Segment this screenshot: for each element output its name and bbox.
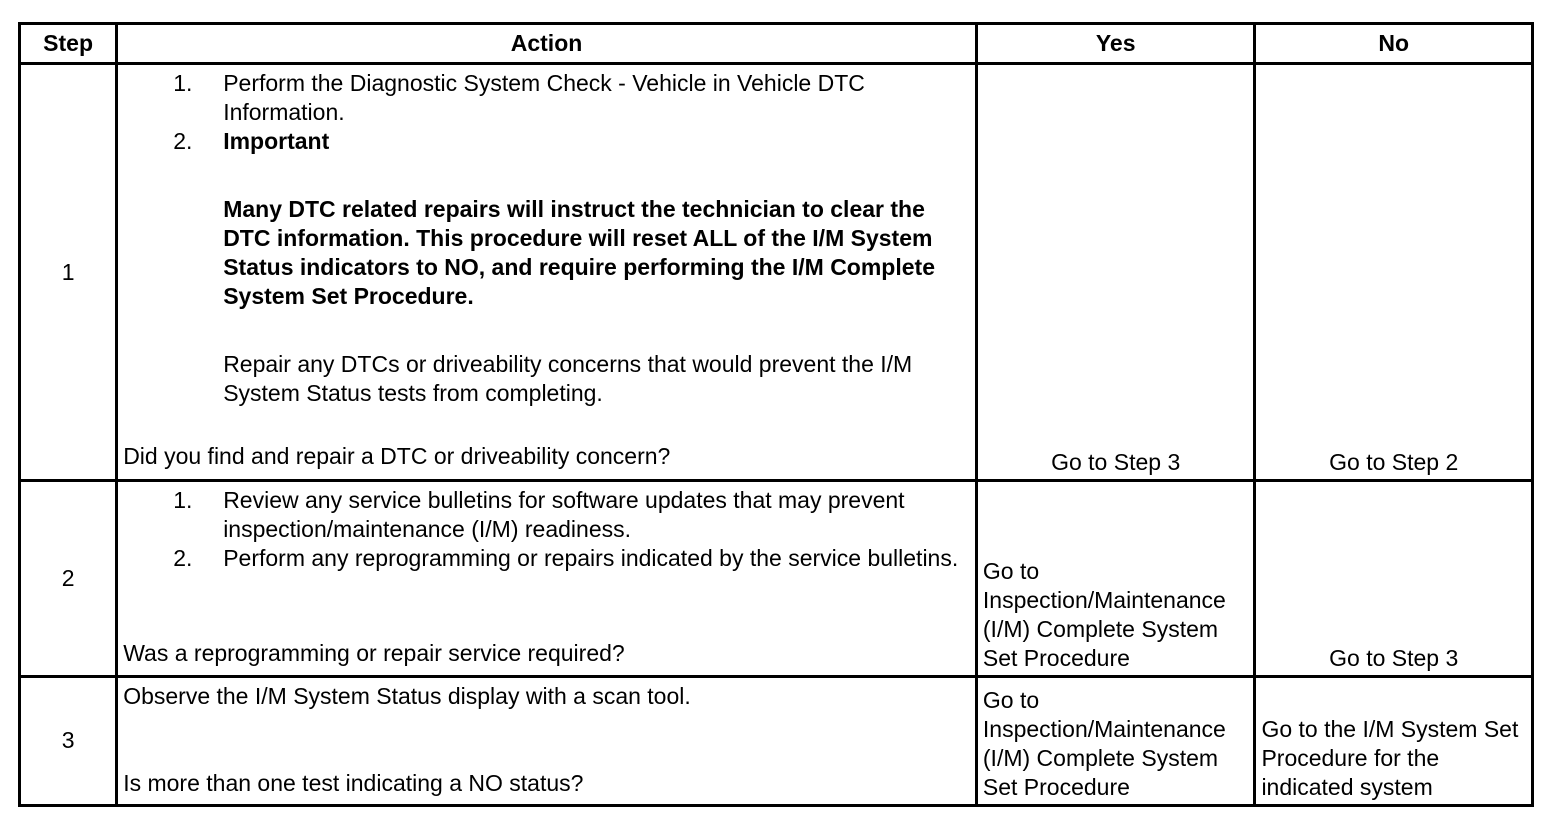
table-row: [20, 64, 1533, 481]
list-item: [123, 544, 969, 573]
yes-result-text: Go to Inspection/Maintenance (I/M) Complete System Set Procedure: [982, 687, 1226, 800]
table-row: [20, 676, 1533, 805]
no-result: [1255, 676, 1533, 805]
instruction-text: Repair any DTCs or driveability concerns that would prevent the I/M System Status tests from completing.: [223, 351, 913, 407]
list-item: [123, 69, 969, 127]
table-row: [20, 481, 1533, 677]
diagnostic-table: [18, 22, 1534, 807]
step-number: 3: [20, 676, 117, 805]
question-text: Was a reprogramming or repair service required?: [123, 640, 625, 667]
header-yes: Yes: [976, 24, 1255, 64]
header-no: No: [1255, 24, 1533, 64]
step-number: 2: [20, 481, 117, 677]
instruction-text: Observe the I/M System Status display with a scan tool.: [123, 682, 691, 709]
yes-result: [976, 481, 1255, 677]
item-text: Review any service bulletins for software updates that may prevent inspection/maintenance (I/M) readiness.: [223, 487, 905, 543]
table-header-row: [20, 24, 1533, 64]
item-number: 1.: [173, 487, 193, 514]
item-text: Perform any reprogramming or repairs indicated by the service bulletins.: [223, 545, 959, 572]
item-number: 2.: [173, 545, 193, 572]
no-result-text: Go to the I/M System Set Procedure for the indicated system: [1261, 716, 1519, 800]
item-text: Perform the Diagnostic System Check - Vehicle in Vehicle DTC Information.: [223, 70, 865, 126]
no-result: Go to Step 2: [1255, 64, 1533, 481]
action-cell: [117, 481, 977, 677]
yes-result-text: Go to Inspection/Maintenance (I/M) Complete System Set Procedure: [982, 557, 1226, 671]
item-number: 2.: [173, 128, 193, 155]
action-cell: [117, 676, 977, 805]
action-list: [123, 69, 969, 156]
question-text: Is more than one test indicating a NO status?: [123, 769, 584, 796]
important-label: Important: [223, 128, 330, 155]
header-action: Action: [117, 24, 977, 64]
list-item: [123, 486, 969, 544]
step-number: 1: [20, 64, 117, 481]
question-text: Did you find and repair a DTC or driveability concern?: [123, 443, 671, 470]
action-list: [123, 486, 969, 573]
header-step: Step: [20, 24, 117, 64]
list-item: [123, 127, 969, 156]
yes-result: [976, 676, 1255, 805]
yes-result: Go to Step 3: [976, 64, 1255, 481]
action-cell: [117, 64, 977, 481]
no-result: Go to Step 3: [1255, 481, 1533, 677]
item-number: 1.: [173, 70, 193, 97]
important-note: Many DTC related repairs will instruct the technician to clear the DTC information. This procedure will reset ALL of the I/M System Status indicators to NO, and require performing the I/M Complete System Set Procedure.: [223, 196, 935, 310]
